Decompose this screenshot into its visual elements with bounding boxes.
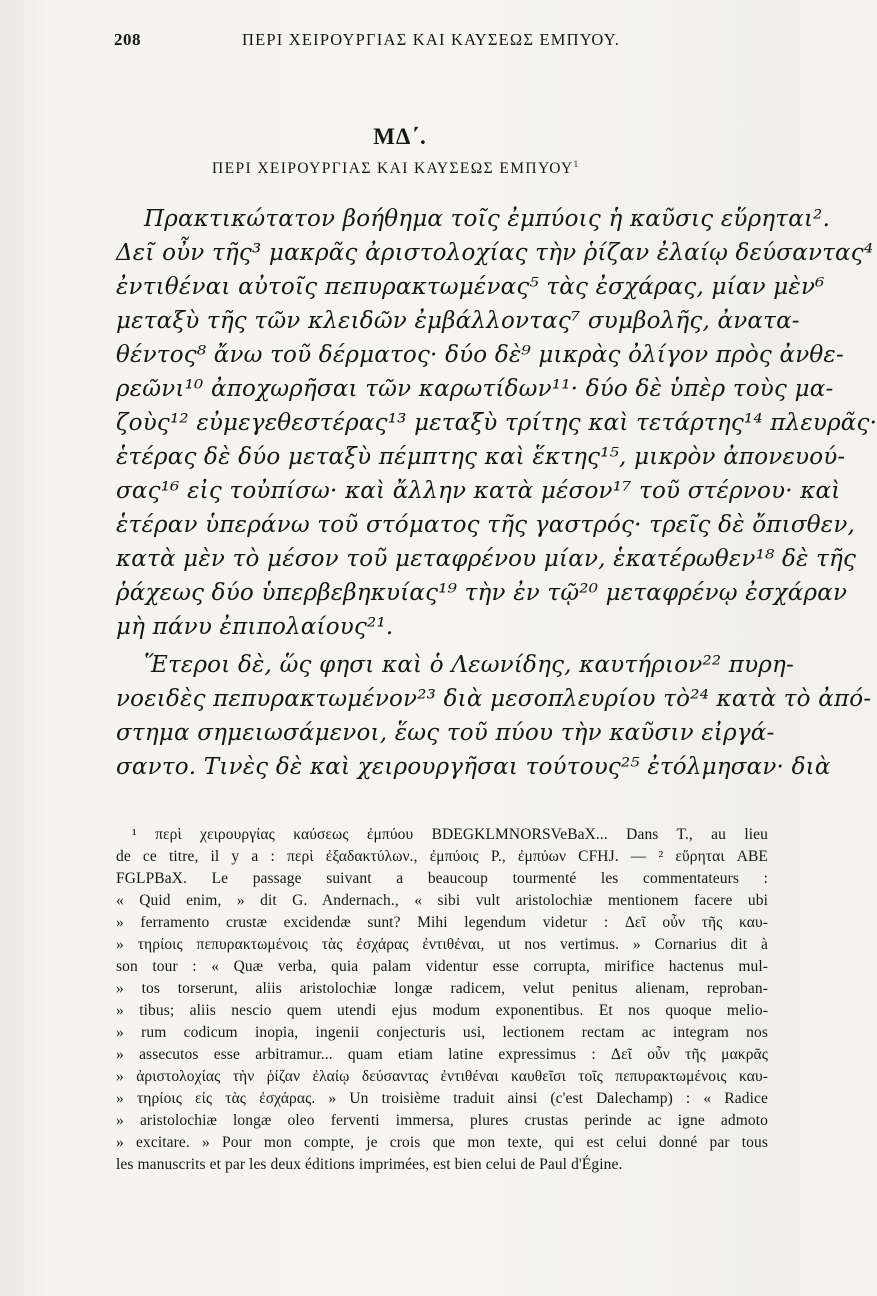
text-line: μεταξὺ τῆς τῶν κλειδῶν ἐμβάλλοντας⁷ συμβολῆς, ἀνατα- xyxy=(116,308,800,334)
text-line: Ἕτεροι δὲ, ὥς φησι καὶ ὁ Λεωνίδης, καυτήριον²² πυρη- xyxy=(144,652,794,678)
footnote-line: ¹ περὶ χειρουργίας καύσεως ἐμπύου BDEGKLMNORSVeBaX... Dans T., au lieu xyxy=(132,826,768,843)
text-line: ζοὺς¹² εὐμεγεθεστέρας¹³ μεταξὺ τρίτης καὶ τετάρτης¹⁴ πλευρᾶς· xyxy=(116,410,877,436)
footnote-line: son tour : « Quæ verba, quia palam videntur esse corrupta, mirifice hactenus mul- xyxy=(116,958,768,975)
chapter-title xyxy=(212,160,580,178)
text-line: θέντος⁸ ἄνω τοῦ δέρματος· δύο δὲ⁹ μικρὰς ὀλίγον πρὸς ἀνθε- xyxy=(116,342,844,368)
text-line: ἐντιθέναι αὐτοῖς πεπυρακτωμένας⁵ τὰς ἐσχάρας, μίαν μὲν⁶ xyxy=(116,274,825,300)
text-line: μὴ πάνυ ἐπιπολαίους²¹. xyxy=(116,614,394,640)
footnote-line: » τηρίοις εἰς τὰς ἐσχάρας. » Un troisième traduit ainsi (c'est Dalechamp) : « Radice xyxy=(116,1090,768,1107)
text-line: σαντο. Τινὲς δὲ καὶ χειρουργῆσαι τούτους²⁵ ἐτόλμησαν· διὰ xyxy=(116,754,831,780)
text-line: Δεῖ οὖν τῆς³ μακρᾶς ἀριστολοχίας τὴν ῥίζαν ἐλαίῳ δεύσαντας⁴ xyxy=(116,240,874,266)
text-line: νοειδὲς πεπυρακτωμένον²³ διὰ μεσοπλευρίου τὸ²⁴ κατὰ τὸ ἀπό- xyxy=(116,686,872,712)
text-line: στημα σημειωσάμενοι, ἕως τοῦ πύου τὴν καῦσιν εἰργά- xyxy=(116,720,775,746)
footnote-line: de ce titre, il y a : περὶ ἐξαδακτύλων., ἐμπύοις P., ἐμπύων CFHJ. — ² εὕρηται ABE xyxy=(116,848,768,865)
footnote-line: » aristolochiæ longæ oleo ferventi immersa, plures crustas perinde ac igne admoto xyxy=(116,1112,768,1129)
footnote-line: » τηρίοις πεπυρακτωμένοις τὰς ἐσχάρας ἐντιθέναι, ut nos vertimus. » Cornarius dit à xyxy=(116,936,768,953)
running-title: ΠΕΡΙ ΧΕΙΡΟΥΡΓΙΑΣ ΚΑΙ ΚΑΥΣΕΩΣ ΕΜΠΥΟΥ. xyxy=(242,30,621,49)
footnote-line: » rum codicum inopia, ingenii conjecturis usi, lectionem rectam ac integram nos xyxy=(116,1024,768,1041)
footnote-line: FGLPBaX. Le passage suivant a beaucoup tourmenté les commentateurs : xyxy=(116,870,768,887)
footnote-line: » ferramento crustæ excidendæ sunt? Mihi legendum videtur : Δεῖ οὖν τῆς καυ- xyxy=(116,914,768,931)
page-number: 208 xyxy=(114,30,141,49)
chapter-title-text: ΠΕΡΙ ΧΕΙΡΟΥΡΓΙΑΣ ΚΑΙ ΚΑΥΣΕΩΣ ΕΜΠΥΟΥ xyxy=(212,160,574,177)
text-line: ἑτέρας δὲ δύο μεταξὺ πέμπτης καὶ ἕκτης¹⁵, μικρὸν ἀπονευού- xyxy=(116,444,846,470)
footnote-line: » ἀριστολοχίας τὴν ῥίζαν ἐλαίῳ δεύσαντας ἐντιθέναι καυθεῖσι τοῖς πεπυρακτωμένοις καυ- xyxy=(116,1068,768,1085)
footnote-line: » tibus; aliis nescio quem utendi ejus modum exponentibus. Et nos quoque melio- xyxy=(116,1002,768,1019)
chapter-number: ΜΔ΄. xyxy=(373,124,427,149)
text-line: ῥάχεως δύο ὑπερβεβηκυίας¹⁹ τὴν ἐν τῷ²⁰ μεταφρένῳ ἐσχάραν xyxy=(116,580,848,606)
footnote-line: » tos torserunt, aliis aristolochiæ longæ radicem, velut penitus alienam, reproban- xyxy=(116,980,768,997)
text-line: κατὰ μὲν τὸ μέσον τοῦ μεταφρένου μίαν, ἑκατέρωθεν¹⁸ δὲ τῆς xyxy=(116,546,857,572)
footnote-line: » assecutos esse arbitramur... quam etiam latine expressimus : Δεῖ οὖν τῆς μακρᾶς xyxy=(116,1046,768,1063)
text-line: ρεῶνι¹⁰ ἀποχωρῆσαι τῶν καρωτίδων¹¹· δύο δὲ ὑπὲρ τοὺς μα- xyxy=(116,376,834,402)
footnote-line: « Quid enim, » dit G. Andernach., « sibi vult aristolochiæ mentionem facere ubi xyxy=(116,892,768,909)
text-line: Πρακτικώτατον βοήθημα τοῖς ἐμπύοις ἡ καῦσις εὕρηται². xyxy=(144,206,831,232)
footnote-line: » excitare. » Pour mon compte, je crois que mon texte, qui est celui donné par tous xyxy=(116,1134,768,1151)
text-line: ἑτέραν ὑπεράνω τοῦ στόματος τῆς γαστρός· τρεῖς δὲ ὄπισθεν, xyxy=(116,512,856,538)
footnote-line: les manuscrits et par les deux éditions imprimées, est bien celui de Paul d'Égine. xyxy=(116,1156,623,1173)
chapter-title-note-ref: 1 xyxy=(573,158,580,169)
text-line: σας¹⁶ εἰς τοὐπίσω· καὶ ἄλλην κατὰ μέσον¹⁷ τοῦ στέρνου· καὶ xyxy=(116,478,841,504)
running-head xyxy=(114,30,674,54)
